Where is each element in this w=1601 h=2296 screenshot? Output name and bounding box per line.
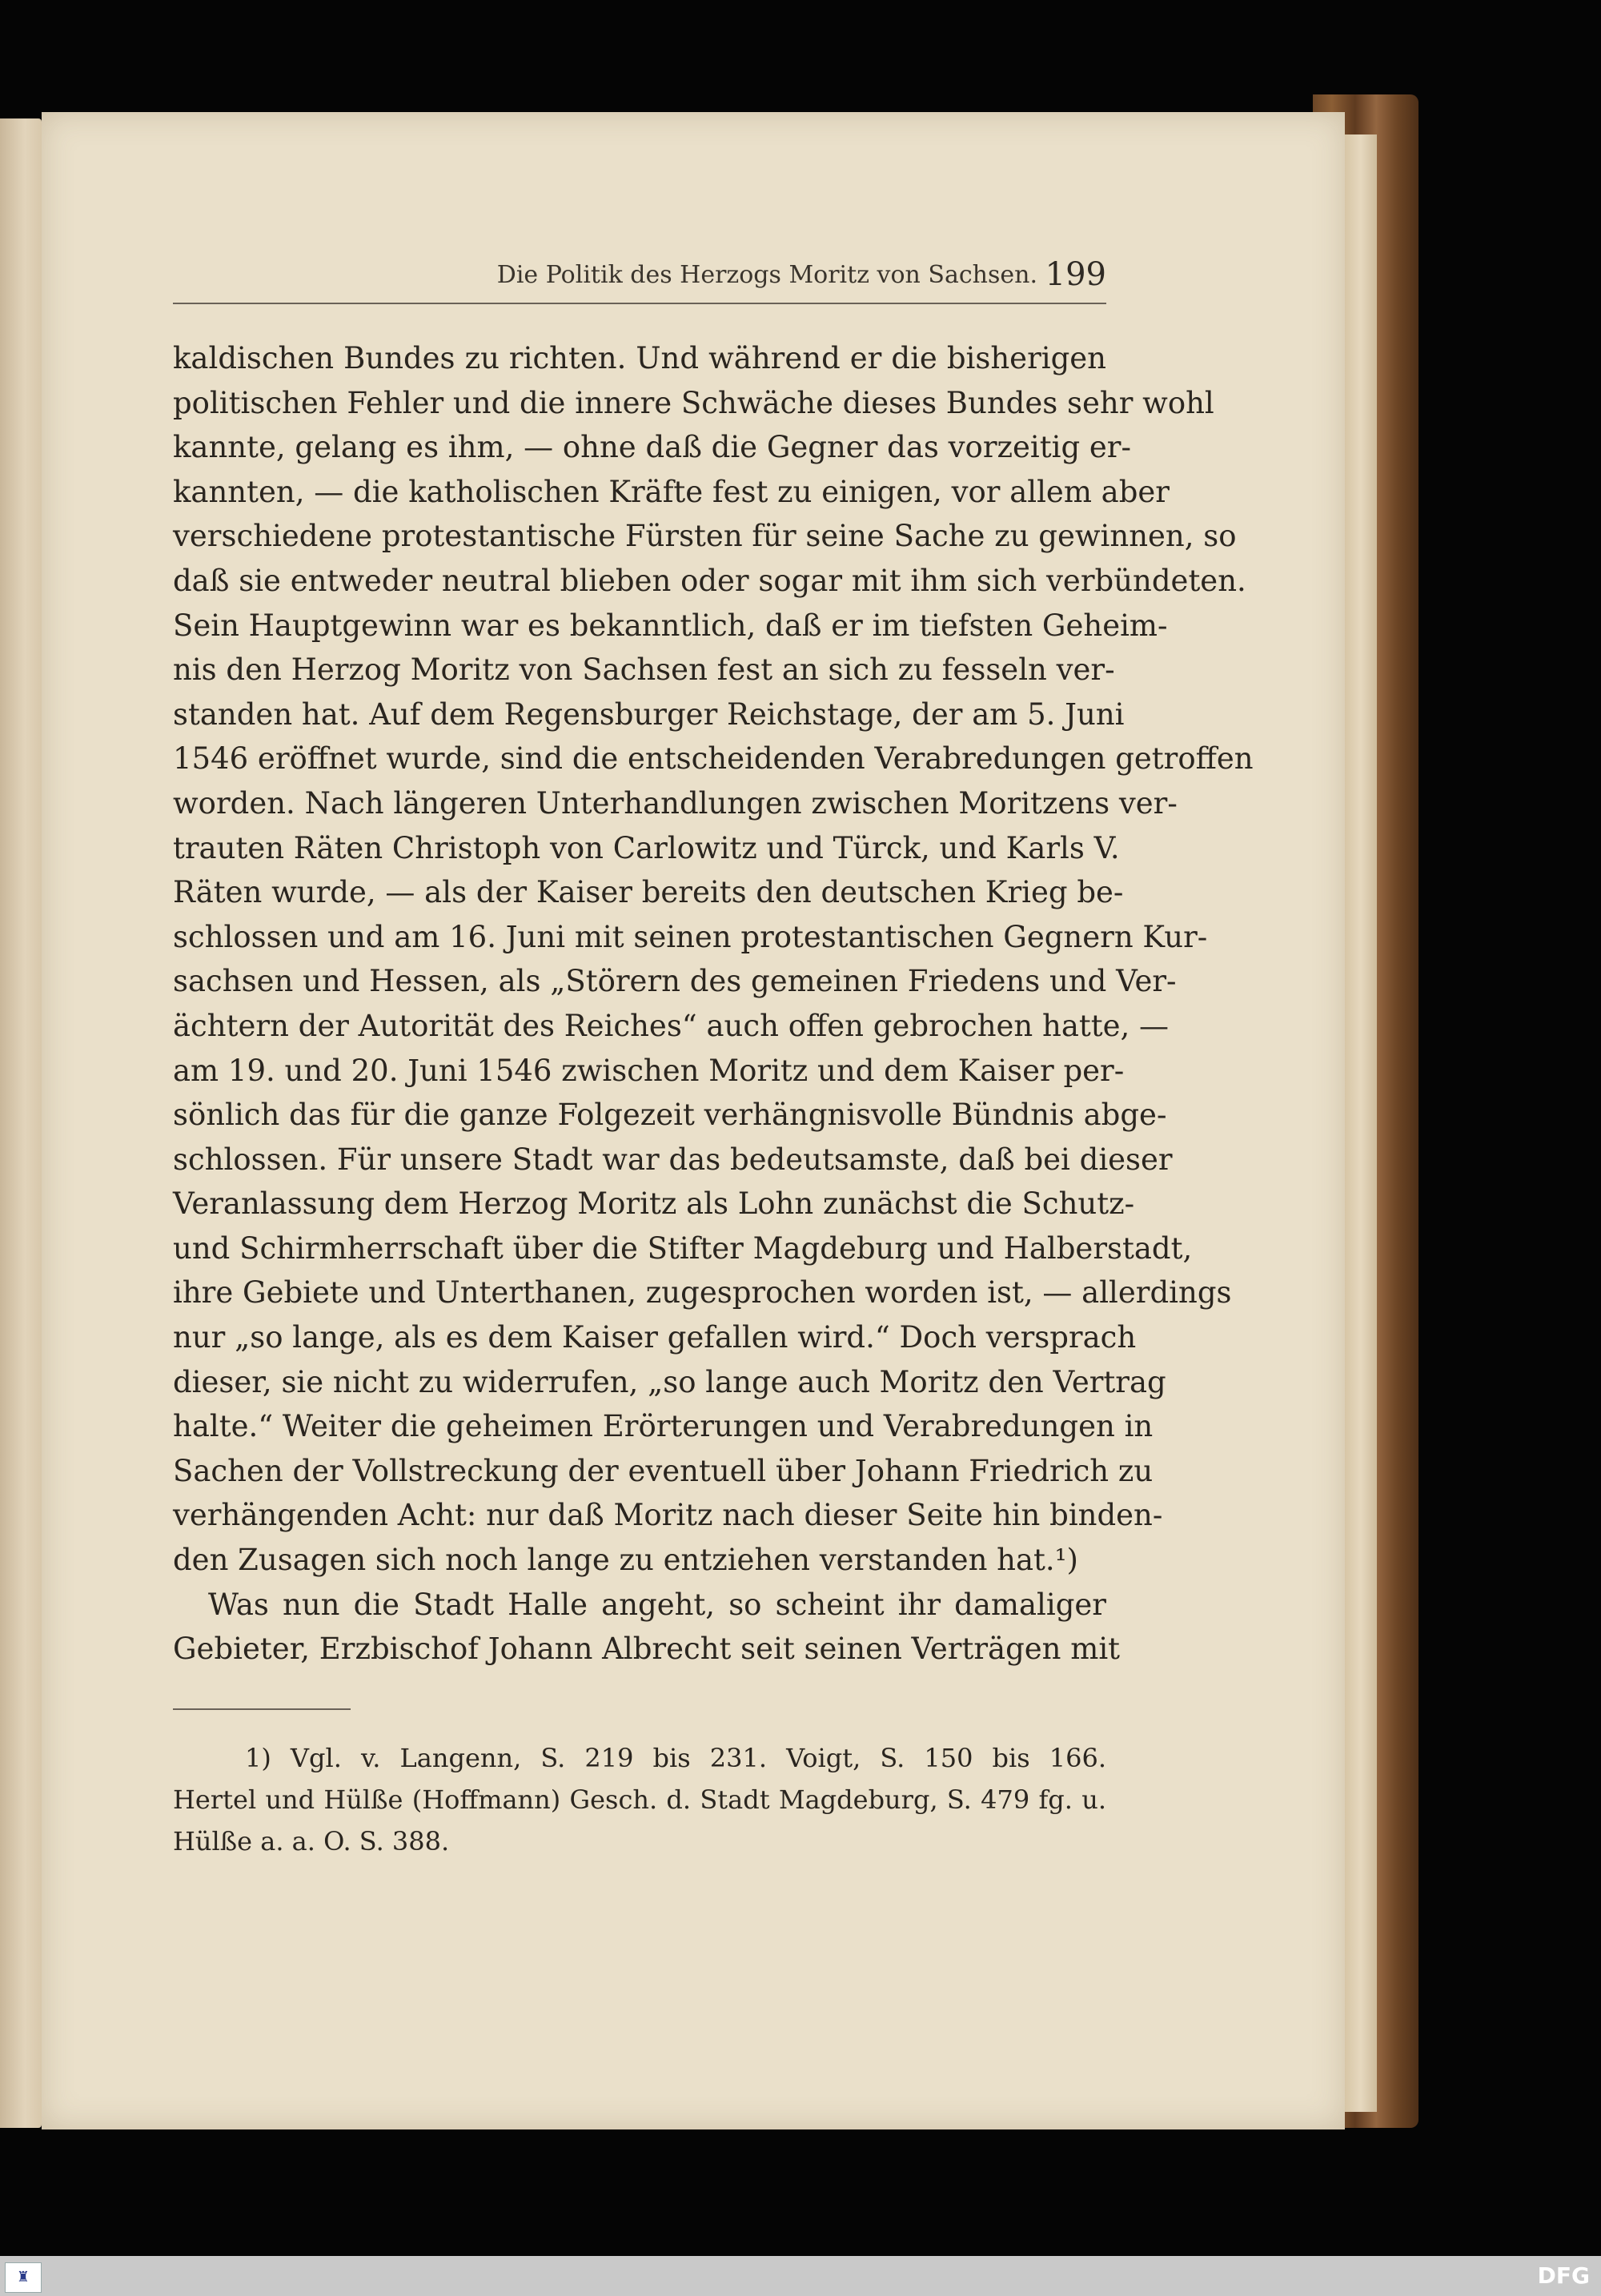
text-line: trauten Räten Christoph von Carlowitz und Türck, und Karls V.: [173, 830, 1120, 865]
text-line: standen hat. Auf dem Regensburger Reichstage, der am 5. Juni: [173, 696, 1125, 732]
footnote-line: 1) Vgl. v. Langenn, S. 219 bis 231. Voigt, S. 150 bis 166.: [245, 1743, 1106, 1773]
text-line: halte.“ Weiter die geheimen Erörterungen und Verabredungen in: [173, 1409, 1154, 1444]
text-line: Sein Hauptgewinn war es bekanntlich, daß er im tiefsten Geheim-: [173, 608, 1168, 643]
text-line: 1546 eröffnet wurde, sind die entscheidenden Verabredungen getroffen: [173, 741, 1254, 777]
library-logo-icon: ♜: [5, 2262, 42, 2293]
text-line: am 19. und 20. Juni 1546 zwischen Moritz und dem Kaiser per-: [173, 1053, 1125, 1088]
text-line: Was nun die Stadt Halle angeht, so scheint ihr damaliger: [208, 1587, 1106, 1622]
text-line: sachsen und Hessen, als „Störern des gemeinen Friedens und Ver-: [173, 964, 1177, 999]
running-head: [173, 256, 1106, 304]
text-line: daß sie entweder neutral blieben oder sogar mit ihm sich verbündeten.: [173, 563, 1246, 598]
viewer-bottom-bar: [0, 2256, 1601, 2296]
footnotes: [173, 1737, 1106, 1862]
text-line: den Zusagen sich noch lange zu entziehen verstanden hat.¹): [173, 1543, 1078, 1578]
body-text: [173, 336, 1254, 1672]
footnote-line: Hertel und Hülße (Hoffmann) Gesch. d. Stadt Magdeburg, S. 479 fg. u.: [173, 1784, 1106, 1815]
text-line: kaldischen Bundes zu richten. Und während er die bisherigen: [173, 341, 1106, 375]
page-stack-edge: [1345, 134, 1377, 2112]
dfg-badge: DFG: [1537, 2262, 1590, 2289]
text-line: Veranlassung dem Herzog Moritz als Lohn zunächst die Schutz-: [173, 1186, 1135, 1222]
text-line: dieser, sie nicht zu widerrufen, „so lange auch Moritz den Vertrag: [173, 1364, 1166, 1399]
text-line: schlossen. Für unsere Stadt war das bedeutsamste, daß bei dieser: [173, 1142, 1173, 1177]
text-line: Sachen der Vollstreckung der eventuell über Johann Friedrich zu: [173, 1453, 1154, 1488]
text-line: und Schirmherrschaft über die Stifter Magdeburg und Halberstadt,: [173, 1230, 1193, 1266]
facing-page-edge: [0, 118, 42, 2128]
text-line: ihre Gebiete und Unterthanen, zugesprochen worden ist, — allerdings: [173, 1275, 1232, 1311]
text-line: nis den Herzog Moritz von Sachsen fest an sich zu fesseln ver-: [173, 652, 1115, 688]
text-line: verhängenden Acht: nur daß Moritz nach dieser Seite hin binden-: [173, 1498, 1163, 1533]
page-number: 199: [1045, 256, 1106, 293]
text-line: ächtern der Autorität des Reiches“ auch offen gebrochen hatte, —: [173, 1008, 1170, 1043]
running-title: Die Politik des Herzogs Moritz von Sachsen.: [496, 261, 1037, 289]
text-line: sönlich das für die ganze Folgezeit verhängnisvolle Bündnis abge-: [173, 1098, 1167, 1133]
text-line: Gebieter, Erzbischof Johann Albrecht seit seinen Verträgen mit: [173, 1632, 1121, 1667]
text-line: kannte, gelang es ihm, — ohne daß die Gegner das vorzeitig er-: [173, 430, 1131, 465]
text-line: schlossen und am 16. Juni mit seinen protestantischen Gegnern Kur-: [173, 919, 1208, 954]
text-line: verschiedene protestantische Fürsten für seine Sache zu gewinnen, so: [173, 519, 1237, 554]
text-line: nur „so lange, als es dem Kaiser gefallen wird.“ Doch versprach: [173, 1320, 1137, 1355]
text-line: kannten, — die katholischen Kräfte fest zu einigen, vor allem aber: [173, 474, 1170, 509]
footnote-line: Hülße a. a. O. S. 388.: [173, 1826, 450, 1856]
text-line: politischen Fehler und die innere Schwäche dieses Bundes sehr wohl: [173, 385, 1214, 420]
text-line: worden. Nach längeren Unterhandlungen zwischen Moritzens ver-: [173, 785, 1178, 821]
text-line: Räten wurde, — als der Kaiser bereits den deutschen Krieg be-: [173, 875, 1124, 910]
footnote-rule: [173, 1708, 351, 1710]
